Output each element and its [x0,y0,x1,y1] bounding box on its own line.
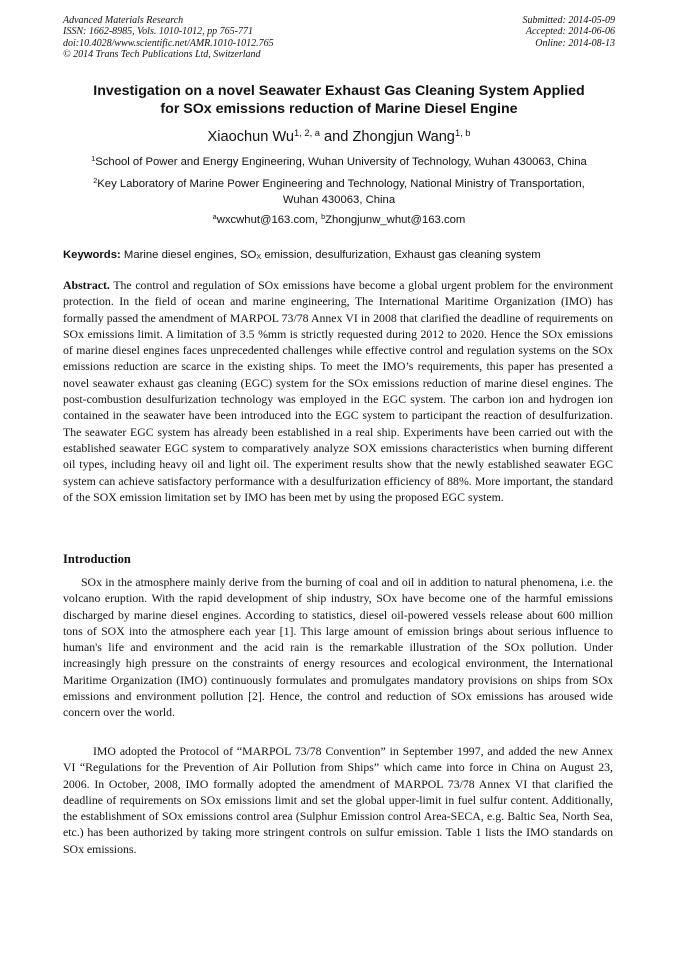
keywords-text-1: Marine diesel engines, SO [120,249,257,261]
author-emails [40,213,638,229]
affiliation-2 [40,177,638,208]
affiliation-2-mark: 2 [93,176,98,186]
introduction-heading: Introduction [63,552,131,566]
affiliation-2-line-2: Wuhan 430063, China [282,193,396,206]
introduction-paragraph-1: SOx in the atmosphere mainly derive from the burning of coal and oil in addition to natural phenomena, i.e. the volcano eruption. With the rapid development of ship industry, SOx have become one of the harmful emissions discharged by marine diesel engines. According to statistics, diesel oil-powered vessels release about 600 million tons of SOX into the atmosphere each year [1]. This large amount of emission brings about serious influence to human's life and environment and the acid rain is the remarkable illustration of the SOx pollution. Under increasingly high pressure on the constraints of energy resources and ecological environment, the International Maritime Organization (IMO) continuously formulates and promulgates mandatory provisions on ships from SOx emissions and environment pollution [2]. Hence, the control and reduction of SOx emissions has aroused wide concern over the world. [63,575,613,720]
introduction-paragraph-2: IMO adopted the Protocol of “MARPOL 73/78 Convention” in September 1997, and added the new Annex VI “Regulations for the Prevention of Air Pollution from Ships” which came into force in China on August 23, 2006. In October, 2008, IMO formally adopted the amendment of MARPOL 73/78 Annex VI that clarified the deadline of requirements on SOx emissions limit and set the global upper-limit in fuel sulfur content. Additionally, the establishment of SOx emissions control area (Sulphur Emission control Area-SECA, e.g. Baltic Sea, North Sea, etc.) has been authorized by taking more stringent controls on sulfur emission. Table 1 lists the IMO standards on SOx emissions. [63,744,613,856]
author-2-affiliation-mark: 1, b [454,127,471,138]
keywords-text-2: emission, desulfurization, Exhaust gas cleaning system [261,249,541,261]
abstract-text: The control and regulation of SOx emissions have become a global urgent problem for the environment protection. In the field of ocean and marine engineering, The International Maritime Organization (IMO) has formally passed the amendment of MARPOL 73/78 Annex VI in 2008 that clarified the deadline of requirements on SOx emissions limit. A limitation of 3.5 %mm is strictly requested during 2012 to 2020. Hence the SOx emissions of marine diesel engines faces unprecedented challenges while effective control and regulation systems on the SOx emissions reduction are scarce in the existing ships. To meet the IMO’s requirements, this paper has presented a novel seawater exhaust gas cleaning (EGC) system for the SOx emissions reduction of marine diesel engines. The post-combustion desulfurization technology was employed in the EGC system. The carbon ion and hydrogen ion contained in the seawater have been introduced into the EGC system to participant the reaction of desulfurization. The seawater EGC system has already been established in a real ship. Experiments have been carried out with the established seawater EGC system to comparatively analyze SOX emissions characteristics when burning different oil types, including heavy oil and light oil. The experiment results show that the newly established seawater EGC system can achieve satisfactory performance with a desulfurization efficiency of 88%. More important, the standard of the SOX emission limitation set by IMO has been met by using the proposed EGC system. [63,278,613,504]
dates-header [523,15,616,49]
keywords [63,248,623,263]
journal-header [63,15,274,61]
author-list [40,128,638,147]
affiliation-1-text: School of Power and Energy Engineering, Wuhan University of Technology, Wuhan 430063, China [95,156,587,168]
abstract-label: Abstract. [63,278,110,292]
title-line-2: for SOx emissions reduction of Marine Diesel Engine [160,101,518,117]
author-2: Zhongjun Wang [352,129,455,145]
online-date: Online: 2014-08-13 [535,37,615,49]
submitted-date: Submitted: 2014-05-09 [522,15,615,26]
email-a: wxcwhut@163.com, [216,214,322,226]
journal-doi: doi:10.4028/www.scientific.net/AMR.1010-1012.765 [63,37,274,49]
affiliation-2-line-1: Key Laboratory of Marine Power Engineering and Technology, National Ministry of Transportation, [97,178,585,190]
email-b: Zhongjunw_whut@163.com [325,214,466,226]
title-line-1: Investigation on a novel Seawater Exhaust Gas Cleaning System Applied [93,83,585,99]
author-1-affiliation-mark: 1, 2, a [294,127,320,138]
keywords-label: Keywords: [63,249,121,261]
author-conjunction: and [319,129,353,145]
email-b-mark: b [321,212,326,222]
abstract [63,277,613,505]
journal-copyright: © 2014 Trans Tech Publications Ltd, Switzerland [63,49,261,61]
affiliation-1 [40,155,638,171]
email-a-mark: a [212,212,217,222]
keywords-subscript: X [256,252,262,262]
journal-name: Advanced Materials Research [63,15,184,26]
affiliation-1-mark: 1 [91,154,96,164]
accepted-date: Accepted: 2014-06-06 [525,26,615,38]
author-1: Xiaochun Wu [207,129,295,145]
journal-issn: ISSN: 1662-8985, Vols. 1010-1012, pp 765-771 [63,26,253,38]
paper-title [40,82,638,118]
